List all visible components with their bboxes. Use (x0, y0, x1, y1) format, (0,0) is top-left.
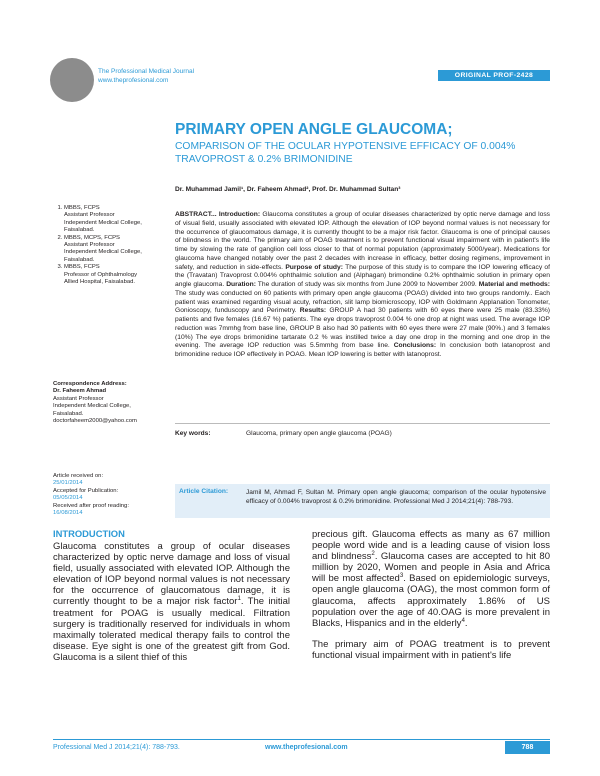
affiliations (53, 205, 168, 286)
citation-text: Jamil M, Ahmad F, Sultan M. Primary open angle glaucoma; comparison of the ocular hypotensive efficacy of 0.004% travoprost & 0.2% brimonidine. Professional Med J 2014;21(4): 788-793. (246, 489, 546, 505)
reference-marker[interactable]: 4 (461, 616, 465, 624)
conclusions-label: Conclusions: (393, 342, 437, 350)
journal-header (98, 67, 194, 85)
duration-label: Duration: (226, 281, 256, 288)
abstract-duration: The duration of study was six months from June 2009 to November 2009. (257, 281, 477, 288)
abstract (175, 211, 550, 360)
affiliation-item: 3. MBBS, FCPS Professor of Ophthalmology Allied Hospital, Faisalabad. (64, 264, 168, 286)
correspondence-institution: Independent Medical College, (53, 403, 131, 410)
purpose-label: Purpose of study: (285, 263, 343, 271)
methods-label: Material and methods: (478, 281, 551, 288)
journal-name: The Professional Medical Journal (98, 68, 195, 75)
abstract-introduction: Glaucoma constitutes a group of ocular diseases characterized by optic nerve damage and loss of visual field, usually associated with elevated IOP. Although the elevation of IOP beyond normal values is not necessary for the occurrence of glaucomatous damage, it is currently thought to be a major risk factor. Glaucoma is one of principal causes of blindness in the world. The primary aim of POAG treatment is to prevent functional visual impairment with in patient's life time by slowing the rate of ganglion cell loss closer to that of normal population (approximately 5000/year). Medications for glaucoma have changed notably over the past 2 decades with increase in efficacy, better dosing regimens, improvement in safety, and reduction in side-effects. (175, 211, 551, 271)
reference-marker[interactable]: 3 (399, 572, 404, 580)
author-list: Dr. Muhammad Jamil¹, Dr. Faheem Ahmad², Prof. Dr. Muhammad Sultan³ (175, 186, 401, 193)
correspondence-email[interactable]: doctorfaheem2000@yahoo.com (53, 418, 137, 425)
proof-date: 16/08/2014 (53, 510, 83, 517)
keywords-divider (175, 423, 550, 424)
correspondence-name: Dr. Faheem Ahmad (53, 388, 107, 395)
correspondence-city: Faisalabad. (53, 410, 84, 417)
correspondence-heading: Correspondence Address: (53, 381, 127, 387)
affiliation-item: 1. MBBS, FCPS Assistant Professor Independent Medical College, Faisalabad. (64, 205, 168, 235)
reference-marker[interactable]: 2 (371, 550, 375, 558)
page-number: 788 (505, 741, 550, 754)
body-paragraph: The primary aim of POAG treatment is to prevent functional visual impairment with in patient's life (312, 638, 550, 661)
abstract-results: GROUP A had 30 patients with 60 eyes there were 25 male (83.33%) patients and five females (16.67 %) patients. The eye drops travoprost 0.004 % one drop at night was used. The average IOP reduction was 7mmhg from base line, GROUP B also had 30 patients with 60 eyes there were 27 male (90%.) and 3 females (10%) The eye drops brimonidine tartarate 0.2 % was instilled twice a day one drop in the morning and one drop in the evening. The average IOP reduction was 5.5mmhg from base line. (175, 307, 550, 350)
proof-label: Received after proof reading: (53, 502, 129, 509)
reference-marker[interactable]: 1 (237, 595, 241, 603)
affiliation-item: 2. MBBS, MCPS, FCPS Assistant Professor Independent Medical College, Faisalabad. (64, 235, 168, 265)
citation-label: Article Citation: (179, 488, 229, 495)
accepted-date: 05/05/2014 (53, 495, 83, 502)
accepted-label: Accepted for Publication: (53, 487, 119, 494)
received-date: 25/01/2014 (53, 480, 83, 487)
article-title: PRIMARY OPEN ANGLE GLAUCOMA; (175, 121, 453, 138)
results-label: Results: (299, 307, 327, 315)
body-column-left (53, 541, 290, 663)
abstract-purpose: The purpose of this study is to compare the IOP lowering efficacy of the (Travatan) Travoprost 0.004% ophthalmic solution and (Alphagan) brimondine 0.2% ophthalmic solution in primary open angle glaucoma. (175, 263, 550, 288)
journal-logo (50, 58, 94, 102)
keywords-text: Glaucoma, primary open angle glaucoma (POAG) (246, 430, 392, 437)
introduction-heading: INTRODUCTION (53, 528, 125, 539)
footer-divider (53, 739, 550, 740)
footer-citation: Professional Med J 2014;21(4): 788-793. (53, 744, 180, 751)
footer-url[interactable]: www.theprofesional.com (265, 744, 348, 751)
body-column-right (312, 529, 550, 671)
body-paragraph: Glaucoma constitutes a group of ocular diseases characterized by optic nerve damage and loss of visual field, usually associated with elevated IOP. Although the elevation of IOP beyond normal values is not necessary for the occurrence of glaucomatous damage, it is currently thought to be a major risk factor$^1$. The initial treatment for POAG is usually medical. Filtration surgery is traditionally reserved for individuals in whom maximally tolerated medical therapy fails to control the disease. Eye sight is one of the greatest gift from God. Glaucoma is a silent thief of this (53, 541, 291, 663)
article-dates (53, 473, 168, 517)
article-type-badge: ORIGINAL PROF-2428 (438, 70, 550, 81)
body-paragraph: precious gift. Glaucoma effects as many as 67 million people word wide and is a leading cause of vision loss and blindness$^2$. Glaucoma cases are accepted to hit 80 million by 2020, Women and people in Asia and Africa will be most affected$^3$. Based on epidemiologic surveys, open angle glaucoma (OAG), the most common form of glaucoma, affects approximately 1.86% of US population over the age of 40.OAG is more prevalent in Blacks, Hispanics and in the elderly$^4$. (312, 529, 550, 629)
abstract-label: ABSTRACT... Introduction: (175, 211, 261, 218)
keywords-label: Key words: (175, 430, 211, 437)
correspondence-position: Assistant Professor (53, 395, 104, 402)
correspondence-address (53, 381, 168, 425)
article-subtitle: COMPARISON OF THE OCULAR HYPOTENSIVE EFFICACY OF 0.004% TRAVOPROST & 0.2% BRIMONIDINE (175, 141, 516, 165)
abstract-methods: The study was conducted on 60 patients with primary open angle glaucoma (POAG) divided into two groups randomly.. Each patient was examined regarding visual acuty, refraction, slit lamp biomicroscopy, IOP with Goldmann Applanation Tonometer, Gonioscopy, funduscopy and Perimetry. (175, 289, 550, 315)
received-label: Article received on: (53, 473, 104, 479)
journal-url[interactable]: www.theprofesional.com (98, 77, 169, 84)
abstract-conclusions: In conclusion both latanoprost and brimonidine reduce IOP effectively in POAG. Mean IOP lowering is better with latanoprost. (175, 342, 551, 358)
